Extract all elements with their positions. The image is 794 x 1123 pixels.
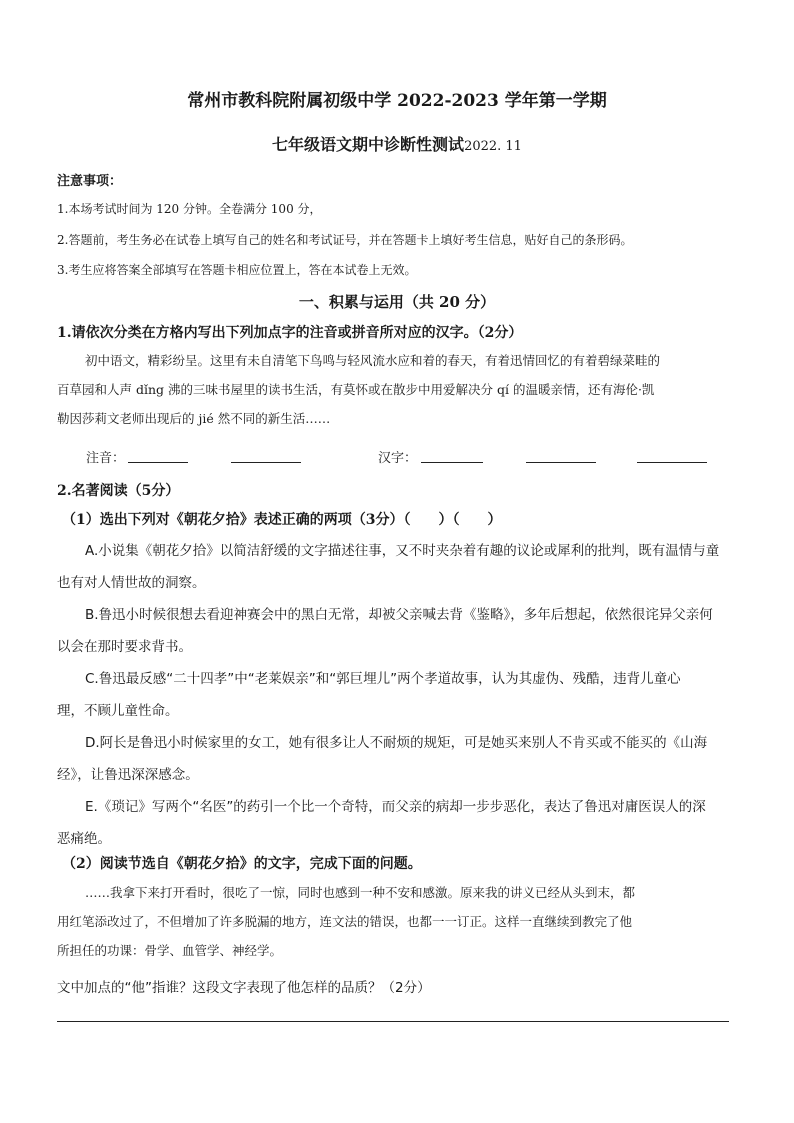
answer-blank[interactable] [526,462,596,463]
notice-item: 1.本场考试时间为 120 分钟。全卷满分 100 分， [57,202,322,216]
question-2-2-prompt: （2）阅读节选自《朝花夕拾》的文字，完成下面的问题。 [62,856,422,872]
exam-subtitle-text: 七年级语文期中诊断性测试 [272,135,465,154]
option-b-line: 以会在那时要求背书。 [57,639,192,655]
excerpt-line: 用红笔添改过了，不但增加了许多脱漏的地方，连文法的错误，也都一一订正。这样一直继续到教完了他 [57,914,633,929]
notice-heading: 注意事项： [57,174,123,189]
question-2-1-prompt: （1）选出下列对《朝花夕拾》表述正确的两项（3分）（ ）（ ） [62,512,502,528]
excerpt-passage [57,878,741,965]
notice-item: 2.答题前，考生务必在试卷上填写自己的姓名和考试证号，并在答题卡上填好考生信息，贴好自己的条形码。 [57,233,633,247]
question-1-passage [57,346,737,433]
passage-line: 百草园和人声 dǐng 沸的三味书屋里的读书生活，有莫怀或在散步中用爱解决分 qí 的温暖亲情，还有海伦·凯 [57,382,655,397]
pinyin-label: 注音： [86,451,126,466]
answer-line[interactable] [57,1021,729,1022]
excerpt-line: ……我拿下来打开看时，很吃了一惊，同时也感到一种不安和感激。原来我的讲义已经从头到末，都 [85,885,636,900]
answer-blank[interactable] [128,462,188,463]
option-d-line: 经》，让鲁迅深深感念。 [57,767,199,783]
notice-item: 3.考生应将答案全部填写在答题卡相应位置上，答在本试卷上无效。 [57,263,417,277]
question-1-prompt: 1.请依次分类在方格内写出下列加点字的注音或拼音所对应的汉字。（2分） [57,325,523,341]
exam-date: 2022. 11 [464,139,522,154]
exam-title: 常州市教科院附属初级中学 2022-2023 学年第一学期 [187,91,607,111]
option-a-line: 也有对人情世故的洞察。 [57,575,206,591]
option-e-line: E.《琐记》写两个“名医”的药引一个比一个奇特，而父亲的病却一步步恶化，表达了鲁迅对庸医误人的深 [85,799,706,815]
option-d-line: D.阿长是鲁迅小时候家里的女工，她有很多让人不耐烦的规矩，可是她买来别人不肯买或不能买的《山海 [85,735,708,751]
option-c-line: C.鲁迅最反感“二十四孝”中“老莱娱亲”和“郭巨埋儿”两个孝道故事，认为其虚伪、残酷，违背儿童心 [85,671,681,687]
answer-row [86,447,726,467]
option-b-line: B.鲁迅小时候很想去看迎神赛会中的黑白无常，却被父亲喊去背《鉴略》，多年后想起，依然很诧异父亲何 [85,607,713,623]
option-e-line: 恶痛绝。 [57,831,111,847]
question-2-2-question: 文中加点的“他”指谁？这段文字表现了他怎样的品质？（2分） [57,980,431,996]
excerpt-line: 所担任的功课：骨学、血管学、神经学。 [57,943,283,958]
answer-blank[interactable] [421,462,483,463]
passage-line: 初中语文，精彩纷呈。这里有未自清笔下鸟鸣与轻风流水应和着的春天，有着迅情回忆的有着碧绿菜畦的 [85,353,661,368]
hanzi-label: 汉字： [378,451,418,466]
exam-subtitle [0,132,794,155]
option-a-line: A.小说集《朝花夕拾》以简洁舒缓的文字描述往事，又不时夹杂着有趣的议论或犀利的批判，既有温情与童 [85,543,720,559]
passage-line: 勒因莎莉文老师出现后的 jié 然不同的新生活…… [57,411,331,426]
section-title: 一、积累与运用（共 20 分） [298,293,496,311]
question-2-heading: 2.名著阅读（5分） [57,483,180,499]
answer-blank[interactable] [231,462,301,463]
option-c-line: 理，不顾儿童性命。 [57,703,179,719]
answer-blank[interactable] [637,462,707,463]
question-2-options [57,535,741,855]
